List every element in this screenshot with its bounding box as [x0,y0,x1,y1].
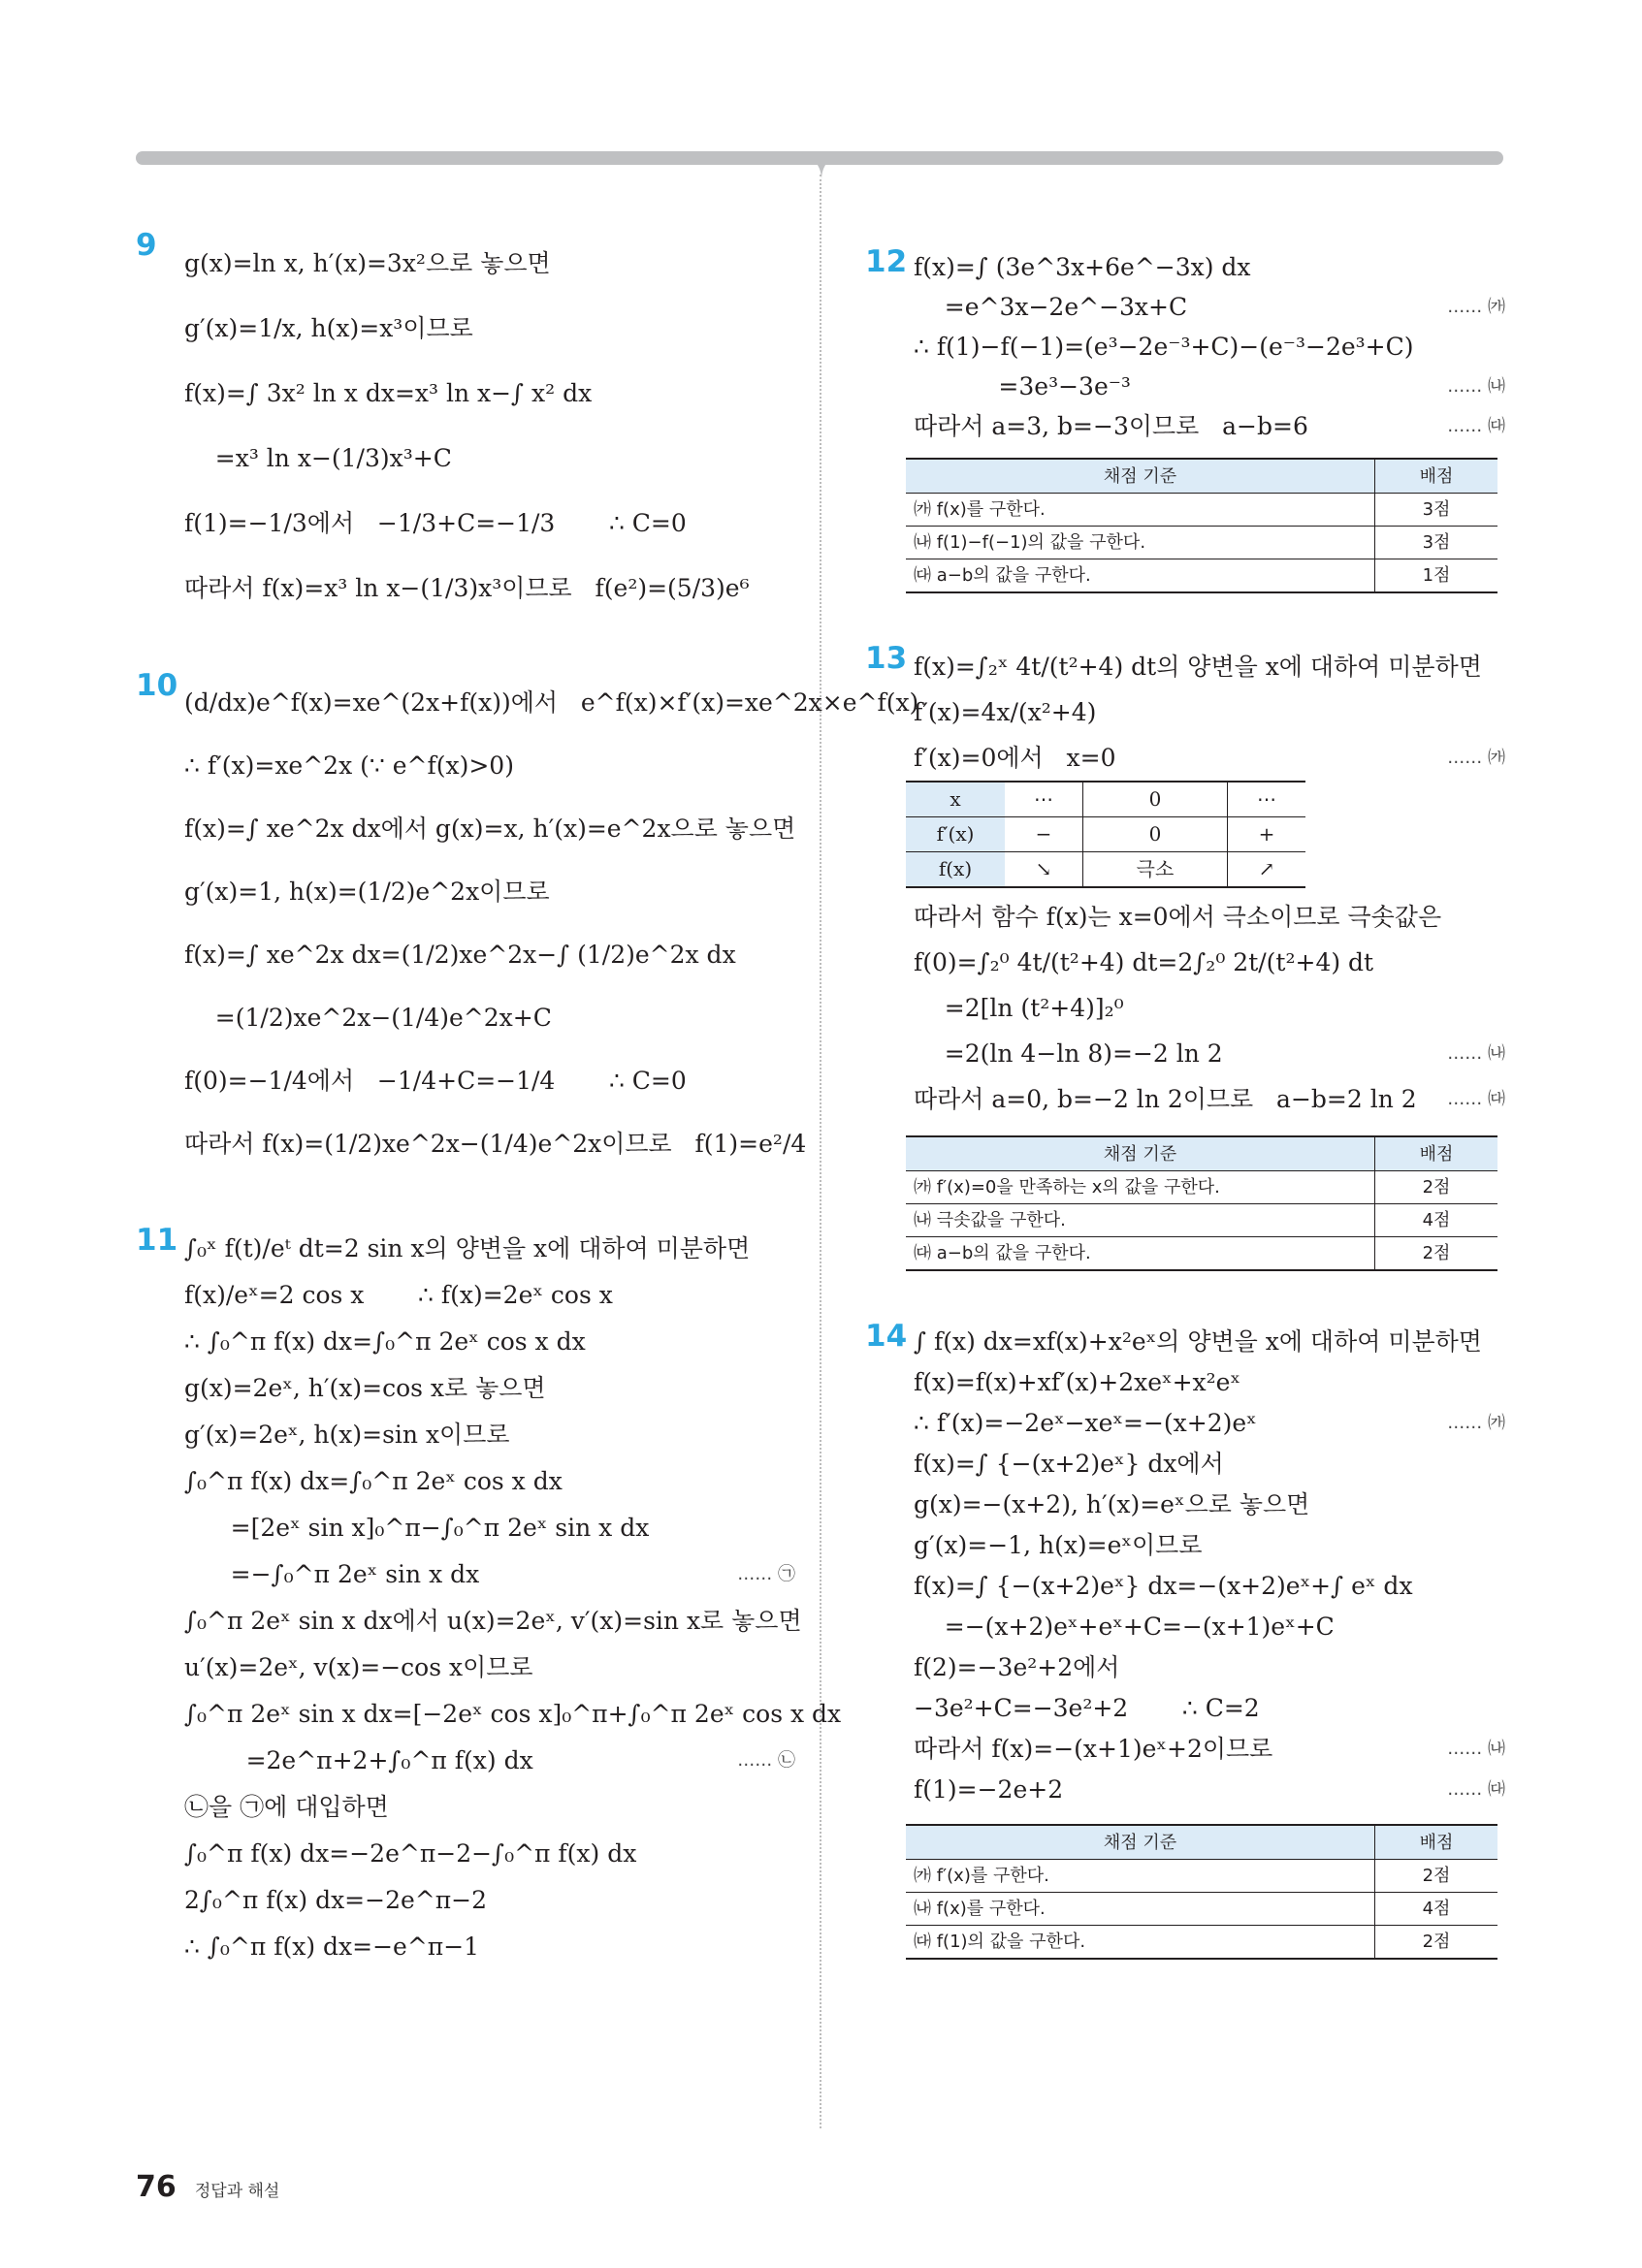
grading-header-points: 배점 [1375,1136,1498,1171]
solution-line [184,1738,795,1784]
solution-text: =e^3x−2e^−3x+C [914,293,1188,321]
solution-line: ㉡을 ㉠에 대입하면 [184,1793,389,1821]
grading-row [906,1893,1497,1926]
sign-cell: + [1227,817,1305,852]
solution-line: ∫₀^π 2eˣ sin x dx에서 u(x)=2eˣ, v′(x)=sin x로 놓으면 [184,1607,802,1635]
solution-line: ∫₀^π 2eˣ sin x dx=[−2eˣ cos x]₀^π+∫₀^π 2eˣ cos x dx [184,1700,842,1728]
sign-cell: f′(x) [906,817,1005,852]
solution-line: f(x)=∫ xe^2x dx=(1/2)xe^2x−∫ (1/2)e^2x dx [184,941,736,969]
grading-header-criteria: 채점 기준 [906,1136,1375,1171]
grading-row [906,1237,1497,1271]
solution-line [914,1076,1505,1122]
solution-line: ∫₀ˣ f(t)/eᵗ dt=2 sin x의 양변을 x에 대하여 미분하면 [184,1234,751,1262]
sign-cell: − [1005,817,1083,852]
grading-points: 2점 [1375,1171,1498,1204]
grading-criterion: ㈎ f(x)를 구한다. [906,494,1375,527]
sign-cell: 0 [1083,817,1228,852]
solution-line: f(0)=∫₂⁰ 4t/(t²+4) dt=2∫₂⁰ 2t/(t²+4) dt [914,948,1374,976]
solution-text: ∴ f′(x)=−2eˣ−xeˣ=−(x+2)eˣ [914,1409,1257,1437]
sign-cell: x [906,782,1005,817]
problem-9 [136,228,795,621]
step-marker: …… ㈐ [1447,416,1505,436]
step-marker: …… ㈏ [1447,376,1505,397]
grading-header-row [906,1825,1497,1860]
solution-line: f(x)=∫ 3x² ln x dx=x³ ln x−∫ x² dx [184,379,593,407]
solution-line: g′(x)=1, h(x)=(1/2)e^2x이므로 [184,878,550,906]
section-title: 정답과 해설 [194,2182,280,2201]
solution-text: f′(x)=0에서 x=0 [914,744,1116,772]
sign-cell: ⋯ [1227,782,1305,817]
solution-text: =2e^π+2+∫₀^π f(x) dx [184,1746,533,1774]
solution-line: f(0)=−1/4에서 −1/4+C=−1/4 ∴ C=0 [184,1067,687,1095]
solution-line [914,367,1505,406]
grading-criterion: ㈏ 극솟값을 구한다. [906,1204,1375,1237]
solution-line: =2[ln (t²+4)]₂⁰ [914,994,1124,1022]
solution-line: 2∫₀^π f(x) dx=−2e^π−2 [184,1886,488,1914]
solution-line: f(1)=−1/3에서 −1/3+C=−1/3 ∴ C=0 [184,509,687,537]
grading-row [906,527,1497,559]
grading-criterion: ㈎ f′(x)를 구한다. [906,1860,1375,1893]
solution-line: −3e²+C=−3e²+2 ∴ C=2 [914,1694,1260,1722]
grading-row [906,494,1497,527]
solution-line: ∫ f(x) dx=xf(x)+x²eˣ의 양변을 x에 대하여 미분하면 [914,1327,1482,1356]
solution-line: f(x)=f(x)+xf′(x)+2xeˣ+x²eˣ [914,1368,1241,1396]
solution-line [914,1770,1505,1810]
sign-cell: ⋯ [1005,782,1083,817]
solution-line: f(x)=∫ {−(x+2)eˣ} dx에서 [914,1450,1224,1478]
problem-11 [136,1223,842,1970]
problem-number: 13 [865,641,908,676]
problem-12 [865,244,1505,593]
step-marker: …… ㈎ [1447,297,1505,317]
grading-header-criteria: 채점 기준 [906,459,1375,494]
grading-points: 1점 [1375,559,1498,593]
sign-row [906,852,1305,888]
solution-text: =−∫₀^π 2eˣ sin x dx [184,1560,480,1588]
grading-criterion: ㈏ f(x)를 구한다. [906,1893,1375,1926]
problem-number: 9 [136,228,157,263]
grading-row [906,1204,1497,1237]
solution-line: (d/dx)e^f(x)=xe^(2x+f(x))에서 e^f(x)×f′(x)=xe^2x×e^f(x) [184,688,919,717]
sign-cell: ↘ [1005,852,1083,888]
step-marker: …… ㈐ [1447,1089,1505,1109]
grading-points: 2점 [1375,1926,1498,1960]
problem-14 [865,1319,1505,1960]
grading-points: 4점 [1375,1893,1498,1926]
sign-row [906,817,1305,852]
solution-text: =2(ln 4−ln 8)=−2 ln 2 [914,1039,1223,1068]
solution-line: u′(x)=2eˣ, v(x)=−cos x이므로 [184,1653,533,1681]
grading-criterion: ㈐ f(1)의 값을 구한다. [906,1926,1375,1960]
problem-number: 11 [136,1223,178,1258]
solution-line: g′(x)=1/x, h(x)=x³이므로 [184,314,473,342]
sign-row [906,782,1305,817]
problem-13 [865,641,1505,1271]
solution-line: f(x)=∫ {−(x+2)eˣ} dx=−(x+2)eˣ+∫ eˣ dx [914,1572,1413,1600]
grading-row [906,1171,1497,1204]
solution-line: =[2eˣ sin x]₀^π−∫₀^π 2eˣ sin x dx [184,1514,650,1542]
grading-points: 3점 [1375,494,1498,527]
grading-table [906,458,1497,593]
sign-cell: 극소 [1083,852,1228,888]
problem-10 [136,668,919,1175]
increase-decrease-table [906,781,1305,888]
grading-table [906,1135,1497,1271]
solution-line: f(2)=−3e²+2에서 [914,1653,1120,1681]
grading-points: 2점 [1375,1237,1498,1271]
grading-row [906,1860,1497,1893]
solution-line: ∫₀^π f(x) dx=∫₀^π 2eˣ cos x dx [184,1467,563,1495]
problem-number: 12 [865,244,908,279]
solution-line [184,1551,795,1598]
grading-table [906,1824,1497,1960]
grading-header-criteria: 채점 기준 [906,1825,1375,1860]
solution-text: =3e³−3e⁻³ [914,372,1131,400]
solution-line: f(x)/eˣ=2 cos x ∴ f(x)=2eˣ cos x [184,1281,613,1309]
solution-line: ∴ f(1)−f(−1)=(e³−2e⁻³+C)−(e⁻³−2e³+C) [914,333,1414,361]
solution-line [914,287,1505,327]
page-footer [136,2170,279,2204]
solution-text: 따라서 f(x)=−(x+1)eˣ+2이므로 [914,1735,1273,1763]
solution-line: f′(x)=4x/(x²+4) [914,698,1097,726]
solution-line: g′(x)=−1, h(x)=eˣ이므로 [914,1531,1203,1559]
solution-line [914,1403,1505,1444]
grading-criterion: ㈐ a−b의 값을 구한다. [906,1237,1375,1271]
grading-criterion: ㈎ f′(x)=0을 만족하는 x의 값을 구한다. [906,1171,1375,1204]
grading-header-row [906,459,1497,494]
solution-line: f(x)=∫ xe^2x dx에서 g(x)=x, h′(x)=e^2x으로 놓으면 [184,815,796,843]
solution-text: f(1)=−2e+2 [914,1775,1064,1804]
column-divider [820,175,821,2128]
solution-line: g′(x)=2eˣ, h(x)=sin x이므로 [184,1421,510,1449]
solution-line: f(x)=∫₂ˣ 4t/(t²+4) dt의 양변을 x에 대하여 미분하면 [914,653,1482,681]
grading-header-points: 배점 [1375,1825,1498,1860]
problem-number: 14 [865,1319,908,1354]
grading-header-row [906,1136,1497,1171]
solution-line: ∫₀^π f(x) dx=−2e^π−2−∫₀^π f(x) dx [184,1839,637,1868]
equation-marker: …… ㉠ [737,1564,795,1584]
solution-line: 따라서 f(x)=x³ ln x−(1/3)x³이므로 f(e²)=(5/3)e⁶ [184,574,750,602]
step-marker: …… ㈐ [1447,1779,1505,1800]
solution-line: g(x)=−(x+2), h′(x)=eˣ으로 놓으면 [914,1490,1310,1518]
problem-number: 10 [136,668,178,703]
grading-row [906,559,1497,593]
solution-text: 따라서 a=0, b=−2 ln 2이므로 a−b=2 ln 2 [914,1085,1417,1113]
solution-line [914,735,1505,781]
grading-points: 4점 [1375,1204,1498,1237]
solution-text: 따라서 a=3, b=−3이므로 a−b=6 [914,412,1308,440]
left-column [136,228,919,1970]
solution-line: f(x)=∫ (3e^3x+6e^−3x) dx [914,253,1251,281]
sign-cell: ↗ [1227,852,1305,888]
grading-points: 3점 [1375,527,1498,559]
solution-line: g(x)=ln x, h′(x)=3x²으로 놓으면 [184,249,551,277]
solution-line [914,1729,1505,1770]
step-marker: …… ㈎ [1447,1413,1505,1433]
grading-points: 2점 [1375,1860,1498,1893]
grading-header-points: 배점 [1375,459,1498,494]
grading-criterion: ㈏ f(1)−f(−1)의 값을 구한다. [906,527,1375,559]
solution-line: 따라서 f(x)=(1/2)xe^2x−(1/4)e^2x이므로 f(1)=e²/4 [184,1130,807,1158]
top-bar-notch [795,151,848,180]
solution-line [914,406,1505,446]
solution-line: ∴ ∫₀^π f(x) dx=∫₀^π 2eˣ cos x dx [184,1327,586,1356]
right-column [865,244,1505,1960]
step-marker: …… ㈏ [1447,1043,1505,1064]
solution-line: =(1/2)xe^2x−(1/4)e^2x+C [184,1004,552,1032]
step-marker: …… ㈏ [1447,1739,1505,1759]
solution-line: g(x)=2eˣ, h′(x)=cos x로 놓으면 [184,1374,546,1402]
solution-line [914,1031,1505,1076]
grading-row [906,1926,1497,1960]
equation-marker: …… ㉡ [737,1750,795,1771]
solution-line: ∴ f′(x)=xe^2x (∵ e^f(x)>0) [184,751,514,780]
sign-cell: 0 [1083,782,1228,817]
sign-cell: f(x) [906,852,1005,888]
step-marker: …… ㈎ [1447,748,1505,768]
solution-line: 따라서 함수 f(x)는 x=0에서 극소이므로 극솟값은 [914,903,1442,931]
solution-line: =−(x+2)eˣ+eˣ+C=−(x+1)eˣ+C [914,1613,1335,1641]
solution-line: ∴ ∫₀^π f(x) dx=−e^π−1 [184,1933,480,1961]
solution-line: =x³ ln x−(1/3)x³+C [184,444,452,472]
page-number: 76 [136,2170,177,2204]
grading-criterion: ㈐ a−b의 값을 구한다. [906,559,1375,593]
